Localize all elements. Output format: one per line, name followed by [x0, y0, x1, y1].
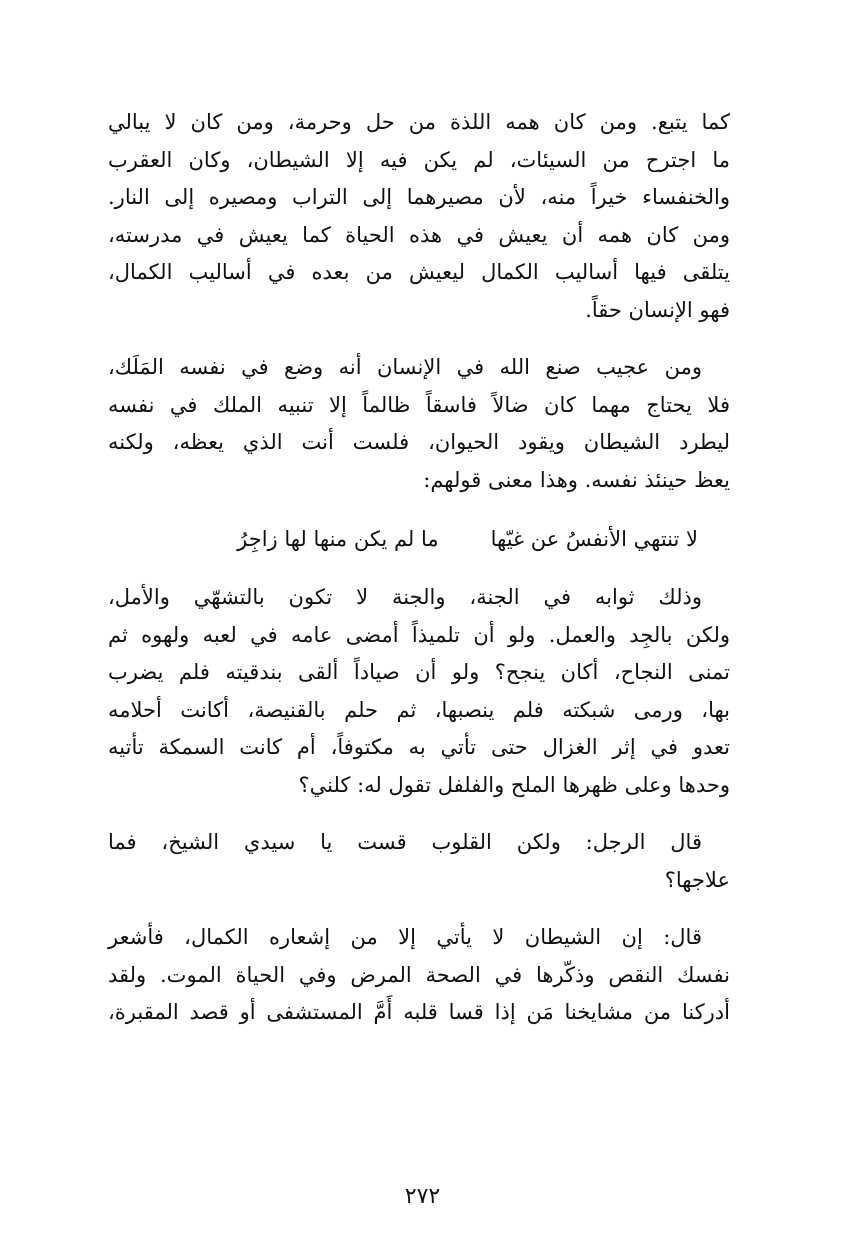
poetry-verse	[108, 519, 730, 559]
page-body	[108, 104, 730, 1052]
text-line: ولكن بالجِد والعمل. ولو أن تلميذاً أمضى عامه في لعبه ولهوه ثم	[108, 622, 730, 647]
page-number: ٢٧٢	[404, 1184, 441, 1209]
text-line: تمنى النجاح، أكان ينجح؟ ولو أن صياداً ألقى بندقيته فلم يضرب	[108, 660, 730, 684]
paragraph-1	[108, 104, 730, 329]
text-line: قال: إن الشيطان لا يأتي إلا من إشعاره الكمال، فأشعر	[108, 925, 702, 949]
text-line: ما اجترح من السيئات، لم يكن فيه إلا الشيطان، وكان العقرب	[108, 147, 730, 172]
text-line: أدركنا من مشايخنا مَن إذا قسا قلبه أَمَّ المستشفى أو قصد المقبرة،	[108, 1000, 730, 1024]
text-line: تعدو في إثر الغزال حتى تأتي به مكتوفاً، أم كانت السمكة تأتيه	[108, 735, 730, 759]
verse-second-hemistich: ما لم يكن منها لها زاجِرُ	[237, 527, 439, 551]
text-line: يعظ حينئذ نفسه. وهذا معنى قولهم:	[423, 467, 730, 492]
text-line: وذلك ثوابه في الجنة، والجنة لا تكون بالتشهّي والأمل،	[108, 585, 702, 609]
text-line: وحدها وعلى ظهرها الملح والفلفل تقول له: كلني؟	[298, 772, 730, 797]
text-line: فلا يحتاج مهما كان ضالاً فاسقاً ظالماً إلا تنبيه الملك في نفسه	[108, 392, 730, 417]
paragraph-2	[108, 349, 730, 499]
paragraph-4	[108, 824, 730, 899]
text-line: والخنفساء خيراً منه، لأن مصيرهما إلى التراب ومصيره إلى النار.	[108, 185, 730, 209]
text-line: يتلقى فيها أساليب الكمال ليعيش من بعده في أساليب الكمال،	[108, 260, 730, 284]
text-line: فهو الإنسان حقاً.	[585, 297, 730, 322]
text-line: ومن كان همه أن يعيش في هذه الحياة كما يعيش في مدرسته،	[108, 222, 730, 247]
text-line: ليطرد الشيطان ويقود الحيوان، فلست أنت الذي يعظه، ولكنه	[108, 430, 730, 454]
text-line: ومن عجيب صنع الله في الإنسان أنه وضع في نفسه المَلَك،	[108, 355, 702, 379]
text-line: بها، ورمى شبكته فلم ينصبها، ثم حلم بالقنيصة، أكانت أحلامه	[108, 697, 730, 722]
text-line: علاجها؟	[664, 867, 730, 892]
paragraph-3	[108, 579, 730, 804]
text-line: نفسك النقص وذكّرها في الصحة المرض وفي الحياة الموت. ولقد	[108, 962, 730, 987]
text-line: قال الرجل: ولكن القلوب قست يا سيدي الشيخ، فما	[108, 830, 702, 854]
text-line: كما يتبع. ومن كان همه اللذة من حل وحرمة، ومن كان لا يبالي	[108, 110, 730, 134]
verse-first-hemistich: لا تنتهي الأنفسُ عن غيّها	[490, 527, 698, 551]
paragraph-5	[108, 919, 730, 1032]
